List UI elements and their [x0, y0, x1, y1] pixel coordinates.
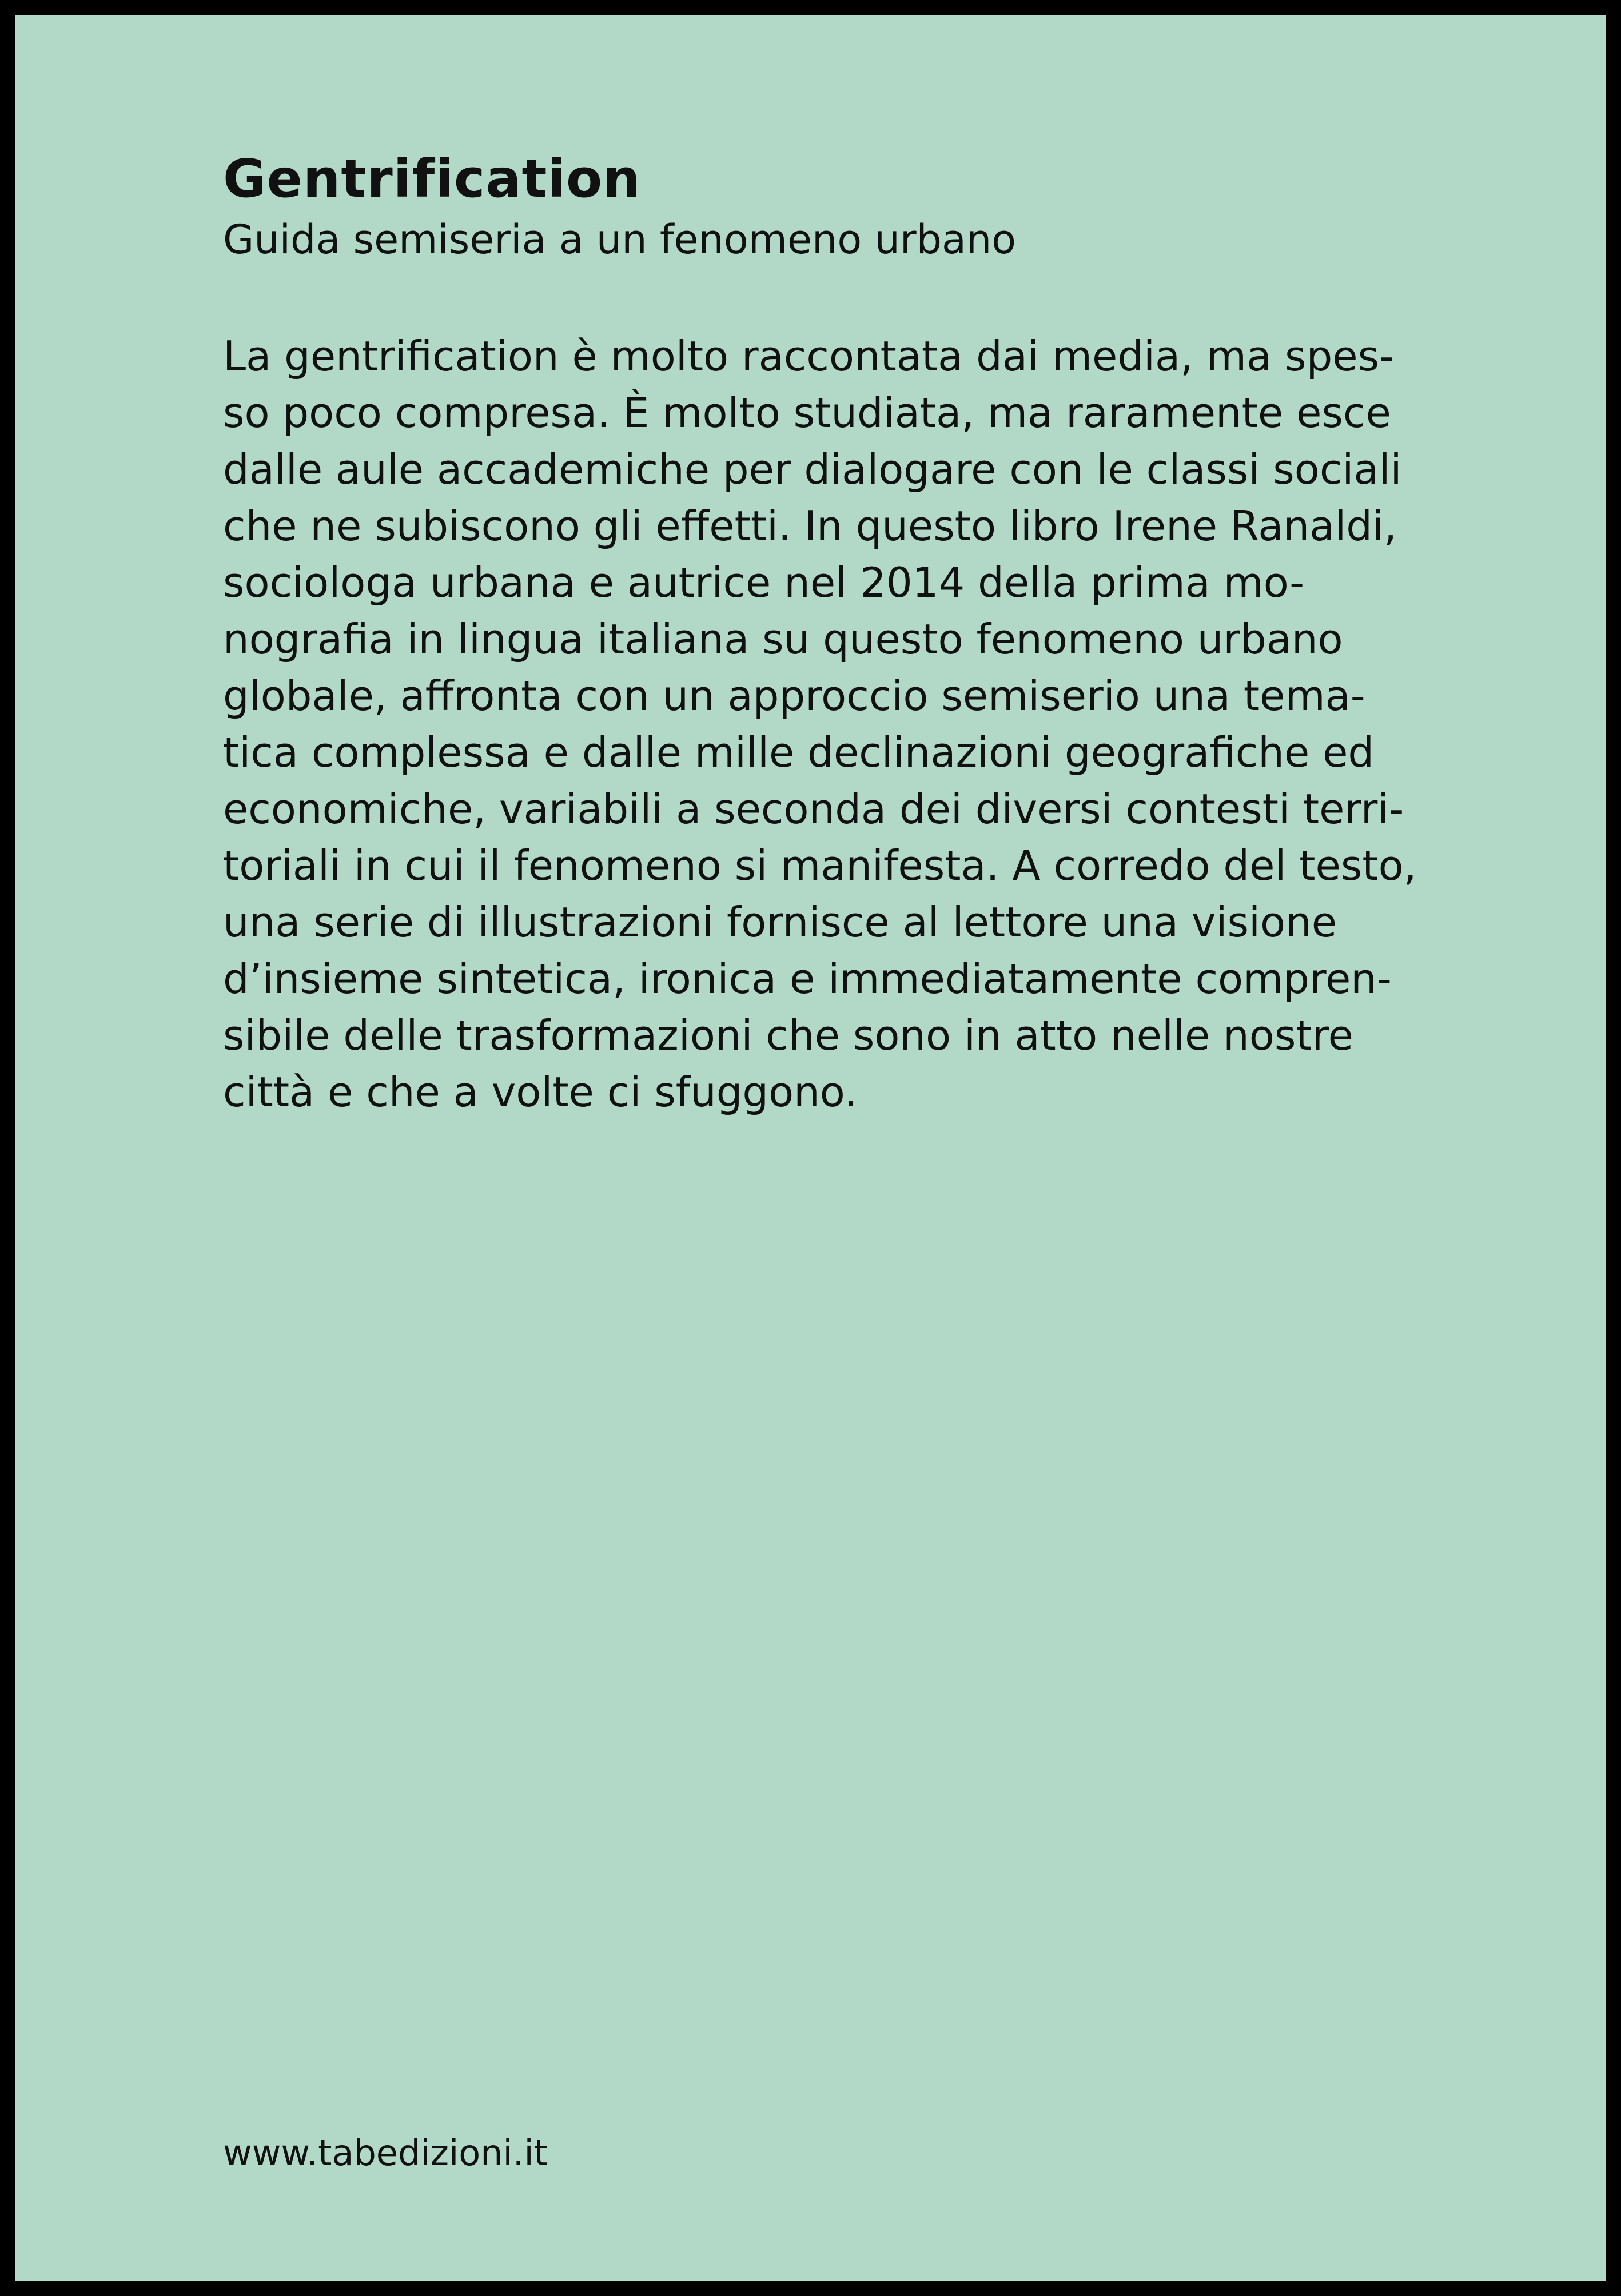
blurb-line: una serie di illustrazioni fornisce al lettore una visione	[223, 898, 1337, 946]
blurb-line: economiche, variabili a seconda dei diversi contesti terri-	[223, 785, 1404, 833]
blurb-line: che ne subiscono gli effetti. In questo libro Irene Ranaldi,	[223, 502, 1397, 550]
blurb-line: sociologa urbana e autrice nel 2014 della prima mo-	[223, 559, 1305, 607]
blurb-line: toriali in cui il fenomeno si manifesta. A corredo del testo,	[223, 842, 1417, 890]
back-cover	[15, 15, 1606, 2281]
blurb-line: La gentrification è molto raccontata dai media, ma spes-	[223, 332, 1395, 380]
blurb-line: d’insieme sintetica, ironica e immediatamente compren-	[223, 955, 1392, 1003]
blurb-line: dalle aule accademiche per dialogare con le classi sociali	[223, 445, 1402, 493]
publisher-website: www.tabedizioni.it	[223, 2132, 548, 2174]
blurb-line: tica complessa e dalle mille declinazioni geografiche ed	[223, 728, 1375, 776]
book-blurb	[223, 328, 1417, 1121]
book-subtitle: Guida semiseria a un fenomeno urbano	[223, 216, 1017, 263]
blurb-line: globale, affronta con un approccio semiserio una tema-	[223, 672, 1365, 720]
blurb-line: sibile delle trasformazioni che sono in atto nelle nostre	[223, 1011, 1353, 1059]
book-title: Gentrification	[223, 148, 641, 209]
blurb-line: so poco compresa. È molto studiata, ma raramente esce	[223, 389, 1391, 437]
blurb-line: città e che a volte ci sfuggono.	[223, 1068, 858, 1116]
blurb-line: nografia in lingua italiana su questo fenomeno urbano	[223, 615, 1343, 663]
